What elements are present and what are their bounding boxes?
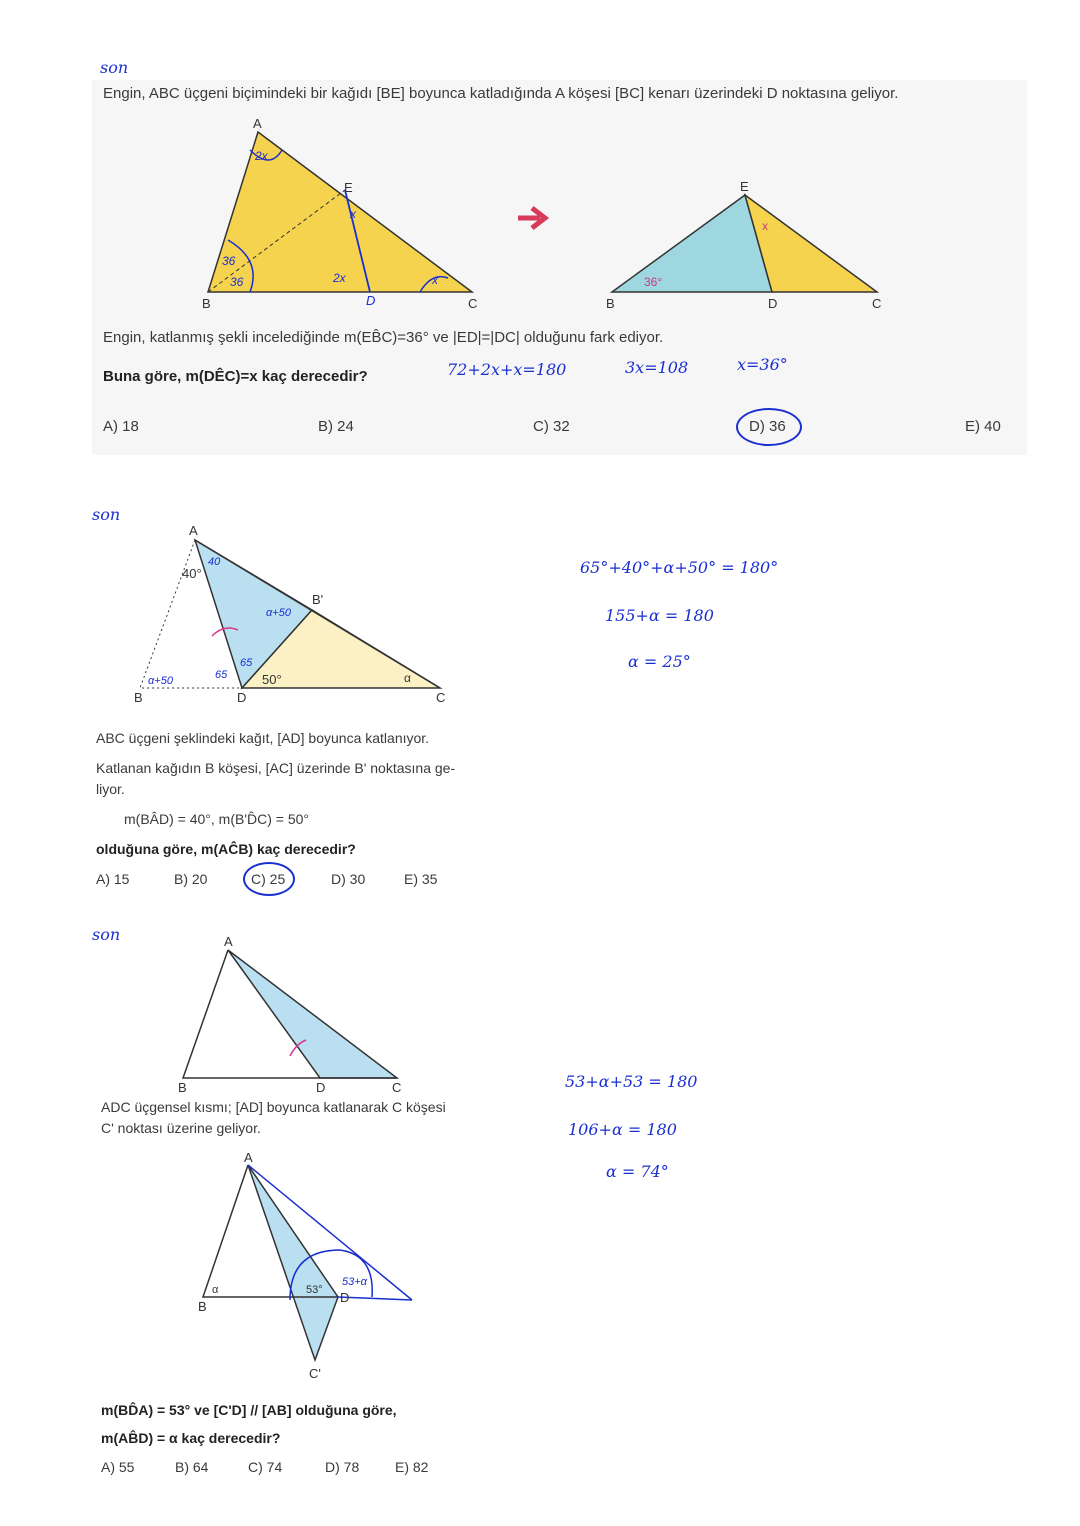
q1-option-d[interactable]: D) 36 [749, 418, 786, 435]
worksheet-page: son Engin, ABC üçgeni biçimindeki bir kağıdı [BE] boyunca katladığında A köşesi [BC] kenarı üzerindeki D noktasına geliyor. A B C E D 2x 36 36 2x x x E B D C 36° x A B B' C D 40° 50° α 40 α+50 65 65 α+50 A B D C A B D C' α 53° 53+α Engin, katlanmış şekli incelediğinde m(EB̂C)=36° ve |ED|=|DC| olduğunu fark ediyor. Buna göre, m(DÊC)=x kaç derecedir? 72+2x+x=180 3x=108 x=36° A) 18 B) 24 C) 32 D) 36 E) 40 son 65°+40°+α+50° = 180° 155+α = 180 α = 25° ABC üçgeni şeklindeki kağıt, [AD] boyunca katlanıyor. Katlanan kağıdın B köşesi, [AC] üzerinde B' noktasına ge- liyor. m(BÂD) = 40°, m(B'D̂C) = 50° olduğuna göre, m(AĈB) kaç derecedir? A) 15 B) 20 C) 25 D) 30 E) 35 son ADC üçgensel kısmı; [AD] boyunca katlanarak C köşesi C' noktası üzerine geliyor. 53+α+53 = 180 106+α = 180 α = 74° m(BD̂A) = 53° ve [C'D] // [AB] olduğuna göre, m(AB̂D) = α kaç derecedir? A) 55 B) 64 C) 74 D) 78 E) 82 [0, 0, 1080, 1526]
q1-option-e[interactable]: E) 40 [965, 418, 1001, 435]
q1-left-figure [202, 116, 477, 311]
svg-text:D: D [366, 293, 376, 308]
svg-text:65: 65 [240, 657, 253, 669]
svg-text:B: B [134, 690, 143, 705]
svg-text:2x: 2x [255, 149, 268, 163]
svg-text:A: A [244, 1150, 253, 1165]
svg-text:40: 40 [208, 556, 221, 568]
svg-text:2x: 2x [333, 271, 346, 285]
q3-option-b[interactable]: B) 64 [175, 1459, 209, 1475]
svg-text:E: E [740, 179, 749, 194]
svg-text:C: C [392, 1080, 402, 1095]
svg-text:x: x [762, 219, 768, 233]
q1-question: Buna göre, m(DÊC)=x kaç derecedir? [103, 368, 368, 385]
svg-text:C': C' [309, 1366, 321, 1381]
svg-text:α: α [212, 1284, 219, 1296]
svg-text:B: B [178, 1080, 187, 1095]
svg-text:C: C [872, 296, 882, 311]
q1-option-b[interactable]: B) 24 [318, 418, 354, 435]
svg-text:x: x [350, 207, 356, 221]
svg-text:E: E [344, 180, 353, 195]
svg-text:C: C [436, 690, 446, 705]
svg-text:D: D [340, 1290, 350, 1305]
svg-text:53°: 53° [306, 1284, 323, 1296]
svg-text:B: B [202, 296, 211, 311]
q2-option-b[interactable]: B) 20 [174, 871, 208, 887]
svg-text:D: D [316, 1080, 326, 1095]
svg-text:65: 65 [215, 669, 228, 681]
q1-option-a[interactable]: A) 18 [103, 418, 139, 435]
q1-observation: Engin, katlanmış şekli incelediğinde m(EB̂C)=36° ve |ED|=|DC| olduğunu fark ediyor. [103, 329, 664, 346]
svg-text:36°: 36° [644, 275, 663, 289]
triangle-abc [208, 132, 472, 292]
q2-figure [134, 523, 445, 705]
svg-text:36: 36 [230, 275, 244, 289]
q3-option-c[interactable]: C) 74 [248, 1459, 283, 1475]
svg-text:50°: 50° [262, 672, 282, 687]
handwritten-mark: son [92, 925, 121, 944]
q2-option-a[interactable]: A) 15 [96, 871, 130, 887]
svg-text:B': B' [312, 592, 324, 607]
q3-figure-2 [198, 1150, 412, 1381]
svg-text:x: x [432, 273, 438, 287]
svg-text:α+50: α+50 [266, 607, 291, 619]
svg-text:D: D [237, 690, 247, 705]
arrow-right-icon [518, 208, 545, 228]
q1-right-figure [606, 179, 881, 311]
q3-option-e[interactable]: E) 82 [395, 1459, 429, 1475]
q1-intro: Engin, ABC üçgeni biçimindeki bir kağıdı [BE] boyunca katladığında A köşesi [BC] kenarı üzerindeki D noktasına geliyor. [103, 85, 899, 102]
handwritten-mark: son [100, 58, 129, 77]
svg-text:A: A [224, 934, 233, 949]
svg-text:B: B [606, 296, 615, 311]
svg-text:α+50: α+50 [148, 675, 173, 687]
svg-text:A: A [189, 523, 198, 538]
q3-option-a[interactable]: A) 55 [101, 1459, 135, 1475]
label-a: A [253, 116, 262, 131]
q2-option-e[interactable]: E) 35 [404, 871, 438, 887]
q3-option-d[interactable]: D) 78 [325, 1459, 360, 1475]
svg-text:53+α: 53+α [342, 1276, 367, 1288]
svg-text:36: 36 [222, 254, 236, 268]
svg-text:B: B [198, 1299, 207, 1314]
handwritten-mark: son [92, 505, 121, 524]
q2-option-d[interactable]: D) 30 [331, 871, 366, 887]
svg-text:40°: 40° [182, 566, 202, 581]
q2-option-c[interactable]: C) 25 [251, 871, 286, 887]
svg-text:D: D [768, 296, 778, 311]
svg-text:C: C [468, 296, 478, 311]
svg-text:α: α [404, 671, 411, 685]
q1-option-c[interactable]: C) 32 [533, 418, 570, 435]
q3-figure-1 [178, 934, 401, 1095]
